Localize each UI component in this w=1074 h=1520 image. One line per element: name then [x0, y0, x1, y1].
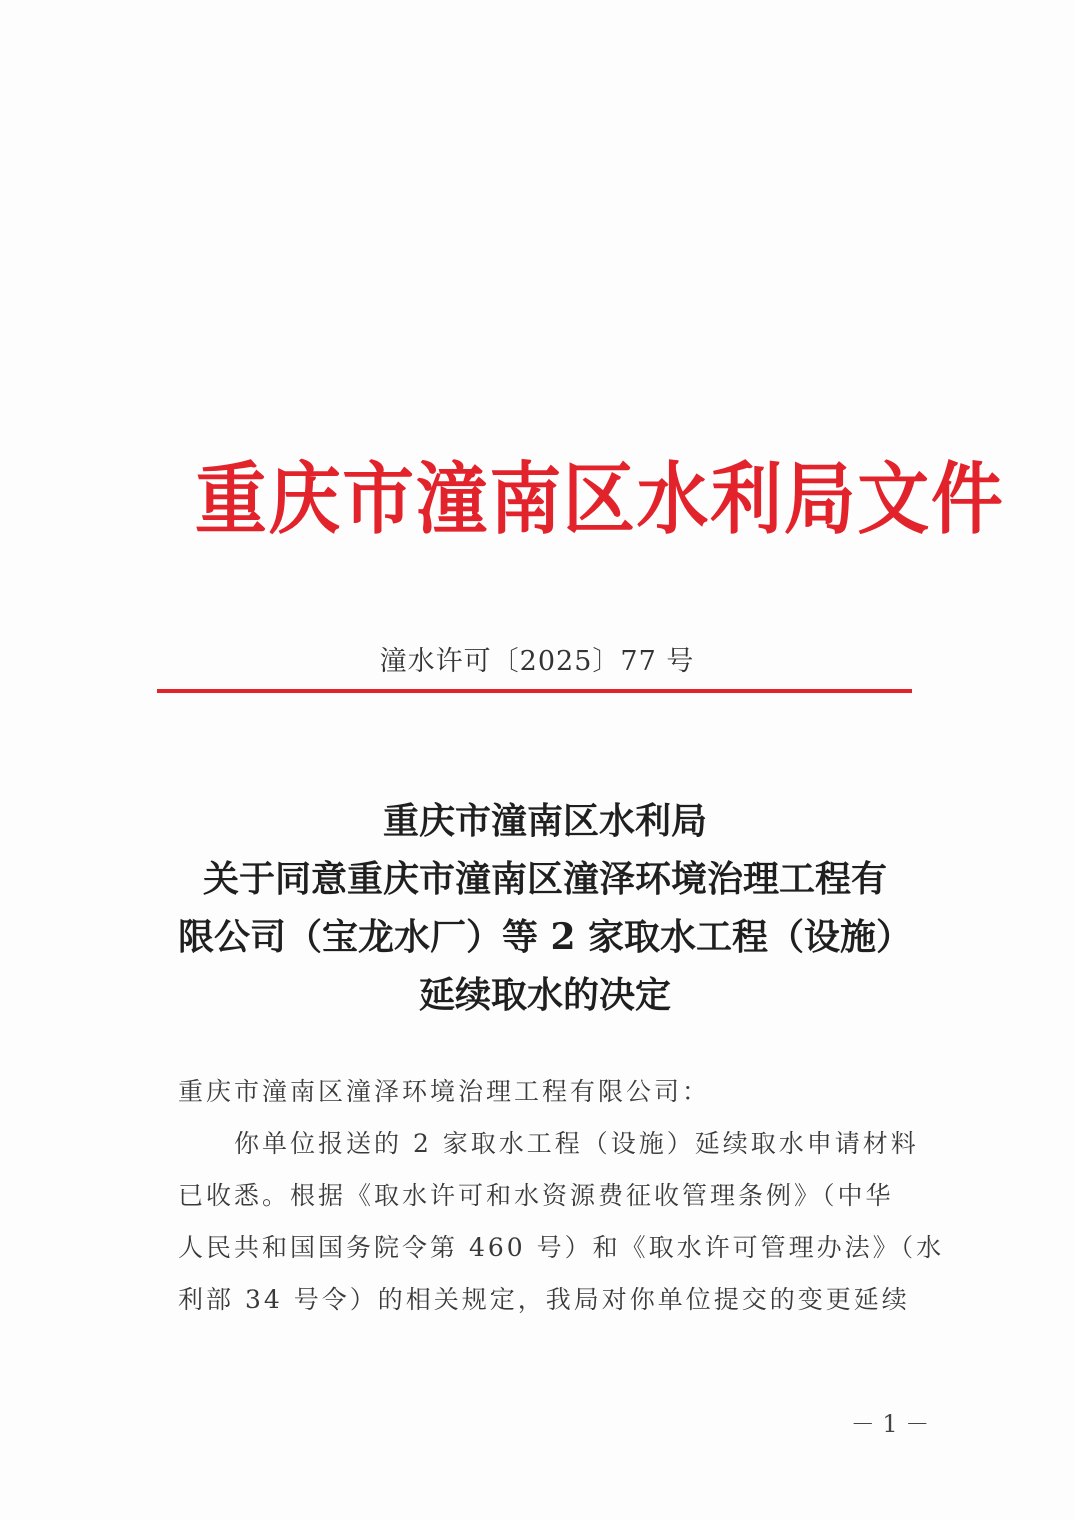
document-body	[178, 1066, 945, 1326]
document-number: 潼水许可〔2025〕77 号	[379, 646, 695, 677]
title-line-2: 关于同意重庆市潼南区潼泽环境治理工程有	[202, 858, 887, 900]
document-title	[150, 792, 940, 1024]
body-line-3: 人民共和国国务院令第 460 号）和《取水许可管理办法》（水	[178, 1233, 945, 1262]
title-line-3: 限公司（宝龙水厂）等 2 家取水工程（设施）	[177, 916, 913, 958]
title-line-4: 延续取水的决定	[418, 974, 671, 1016]
document-masthead: 重庆市潼南区水利局文件	[195, 454, 1005, 545]
body-line-4: 利部 34 号令）的相关规定，我局对你单位提交的变更延续	[178, 1285, 910, 1314]
page-number: － 1 －	[850, 1410, 930, 1438]
salutation: 重庆市潼南区潼泽环境治理工程有限公司：	[178, 1077, 711, 1106]
title-line-1: 重庆市潼南区水利局	[382, 800, 707, 842]
body-line-2: 已收悉。根据《取水许可和水资源费征收管理条例》（中华	[178, 1181, 894, 1210]
red-divider-line	[157, 689, 912, 693]
body-line-1: 你单位报送的 2 家取水工程（设施）延续取水申请材料	[234, 1129, 919, 1158]
